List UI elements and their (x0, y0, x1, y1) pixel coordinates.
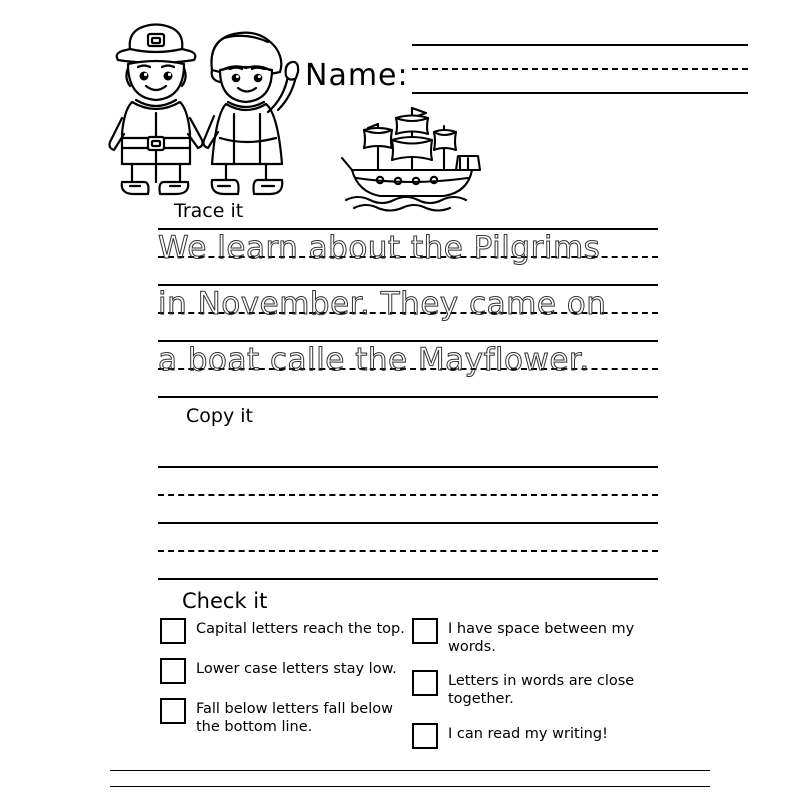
checklist-item[interactable] (412, 618, 663, 656)
footer-rule-top (110, 770, 710, 771)
checklist-item-label: Fall below letters fall below the bottom line. (196, 701, 393, 736)
checkbox-lower-case-letters[interactable] (160, 658, 186, 684)
checkbox-can-read-my-writing[interactable] (412, 723, 438, 749)
name-line-middle-dashed (412, 68, 748, 70)
trace-section-heading: Trace it (174, 200, 244, 222)
name-line-bottom (412, 92, 748, 94)
copy-line-1-bottom (158, 522, 658, 524)
name-label: Name: (305, 58, 409, 93)
checklist-item[interactable] (412, 723, 663, 749)
checklist-item[interactable] (412, 670, 663, 708)
copy-section-heading: Copy it (186, 405, 253, 427)
check-section-heading: Check it (182, 589, 268, 613)
trace-text-line-2-label: in November. They came on (158, 286, 607, 322)
checklist-item[interactable] (160, 618, 411, 644)
checkbox-letters-close-together[interactable] (412, 670, 438, 696)
checklist-item-label: I can read my writing! (448, 725, 608, 742)
copy-line-2-mid (158, 550, 658, 552)
trace-text-line-3-label: a boat calle the Mayflower. (158, 342, 590, 378)
trace-text-line-2 (158, 286, 658, 322)
trace-line-3-bottom (158, 396, 658, 398)
checkbox-fall-below-letters[interactable] (160, 698, 186, 724)
trace-text-line-1-label: We learn about the Pilgrims (158, 230, 601, 266)
checkbox-capital-letters[interactable] (160, 618, 186, 644)
name-line-top (412, 44, 748, 46)
footer-rule-bottom (110, 786, 710, 787)
copy-line-1-mid (158, 494, 658, 496)
trace-text-line-3 (158, 342, 658, 378)
copy-line-1-top (158, 466, 658, 468)
pilgrim-boy-and-girl-illustration (100, 14, 310, 203)
copy-line-2-bottom (158, 578, 658, 580)
checklist-item-label: Lower case letters stay low. (196, 661, 397, 677)
checklist-item[interactable] (160, 698, 411, 736)
checklist-item-label: Letters in words are close together. (448, 673, 635, 708)
checklist-item-label: Capital letters reach the top. (196, 621, 405, 637)
checklist-right-column (412, 618, 663, 763)
checklist-item[interactable] (160, 658, 411, 684)
mayflower-ship-illustration (340, 100, 490, 216)
trace-text-line-1 (158, 230, 658, 266)
checklist-left-column (160, 618, 411, 750)
checklist-item-label: I have space between my words. (448, 621, 635, 656)
checkbox-space-between-words[interactable] (412, 618, 438, 644)
